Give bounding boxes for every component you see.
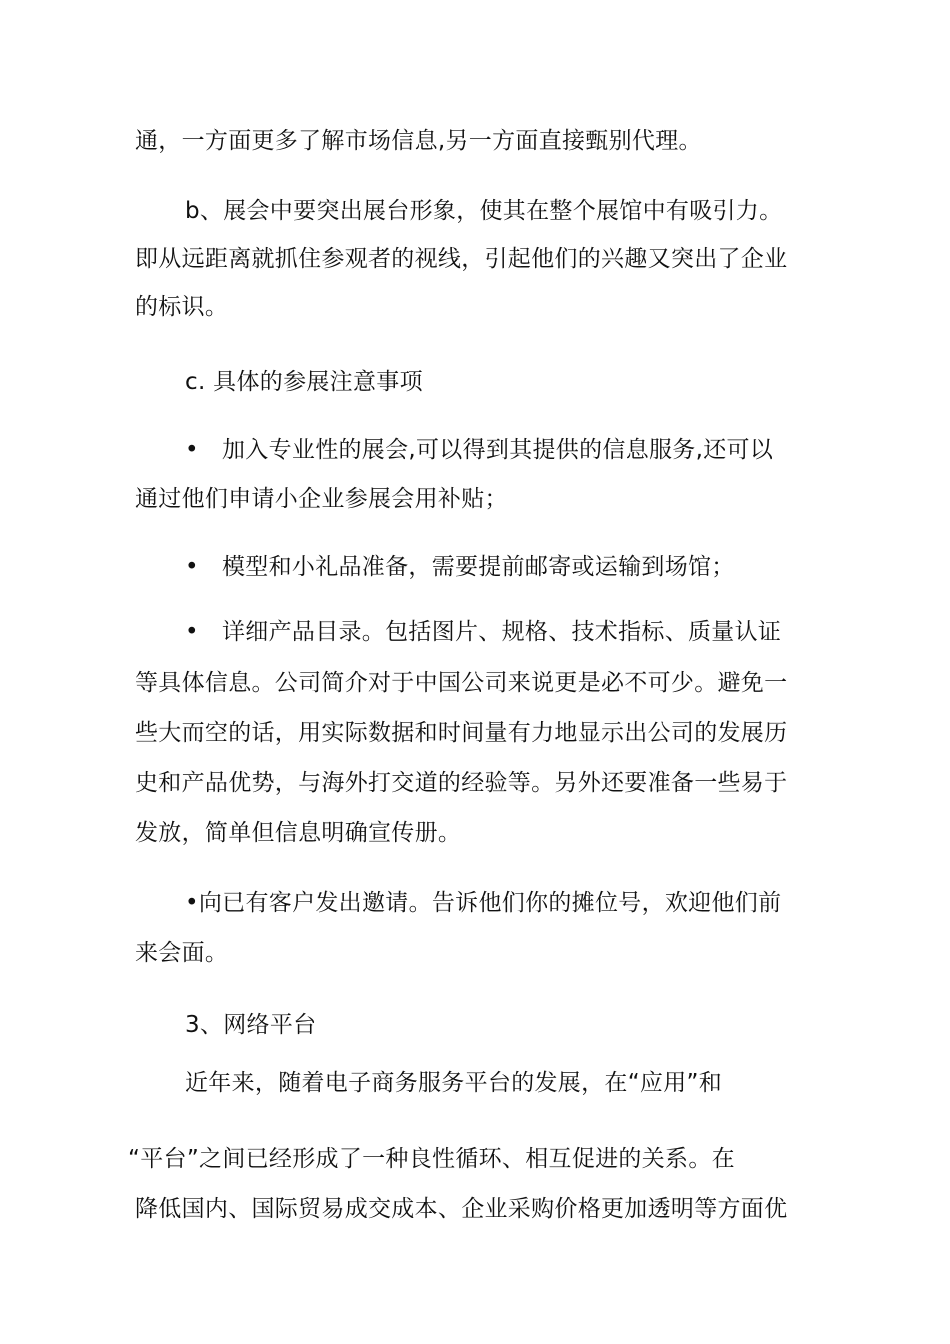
text-line: 来会面。 (135, 940, 229, 966)
text-line: 等具体信息。公司简介对于中国公司来说更是必不可少。避免一 (135, 670, 788, 696)
bullet-icon: • (185, 619, 199, 645)
bullet-item-text: 模型和小礼品准备，需要提前邮寄或运输到场馆； (222, 554, 735, 580)
bullet-item-text: 详细产品目录。包括图片、规格、技术指标、质量认证 (222, 619, 782, 645)
text-line: 发放，简单但信息明确宣传册。 (135, 820, 462, 846)
bullet-item-text: 加入专业性的展会,可以得到其提供的信息服务,还可以 (222, 437, 774, 463)
section-c-heading: c. 具体的参展注意事项 (185, 369, 423, 395)
paragraph-b-line: b、展会中要突出展台形象，使其在整个展馆中有吸引力。 (185, 198, 783, 224)
text-line: 即从远距离就抓住参观者的视线，引起他们的兴趣又突出了企业 (135, 246, 788, 272)
text-line: 的标识。 (135, 294, 229, 320)
text-line: 降低国内、国际贸易成交成本、企业采购价格更加透明等方面优 (135, 1196, 788, 1222)
text-line: “平台”之间已经形成了一种良性循环、相互促进的关系。在 (128, 1146, 735, 1172)
bullet-icon: • (185, 554, 199, 580)
text-line: 通，一方面更多了解市场信息,另一方面直接甄别代理。 (135, 128, 702, 154)
bullet-icon: • (185, 437, 199, 463)
paragraph-line: 近年来，随着电子商务服务平台的发展，在“应用”和 (185, 1070, 723, 1096)
text-line: 通过他们申请小企业参展会用补贴； (135, 486, 508, 512)
section-3-heading: 3、网络平台 (185, 1012, 317, 1038)
bullet-item-text: •向已有客户发出邀请。告诉他们你的摊位号，欢迎他们前 (185, 890, 782, 916)
text-line: 些大而空的话，用实际数据和时间量有力地显示出公司的发展历 (135, 720, 788, 746)
text-line: 史和产品优势，与海外打交道的经验等。另外还要准备一些易于 (135, 770, 788, 796)
